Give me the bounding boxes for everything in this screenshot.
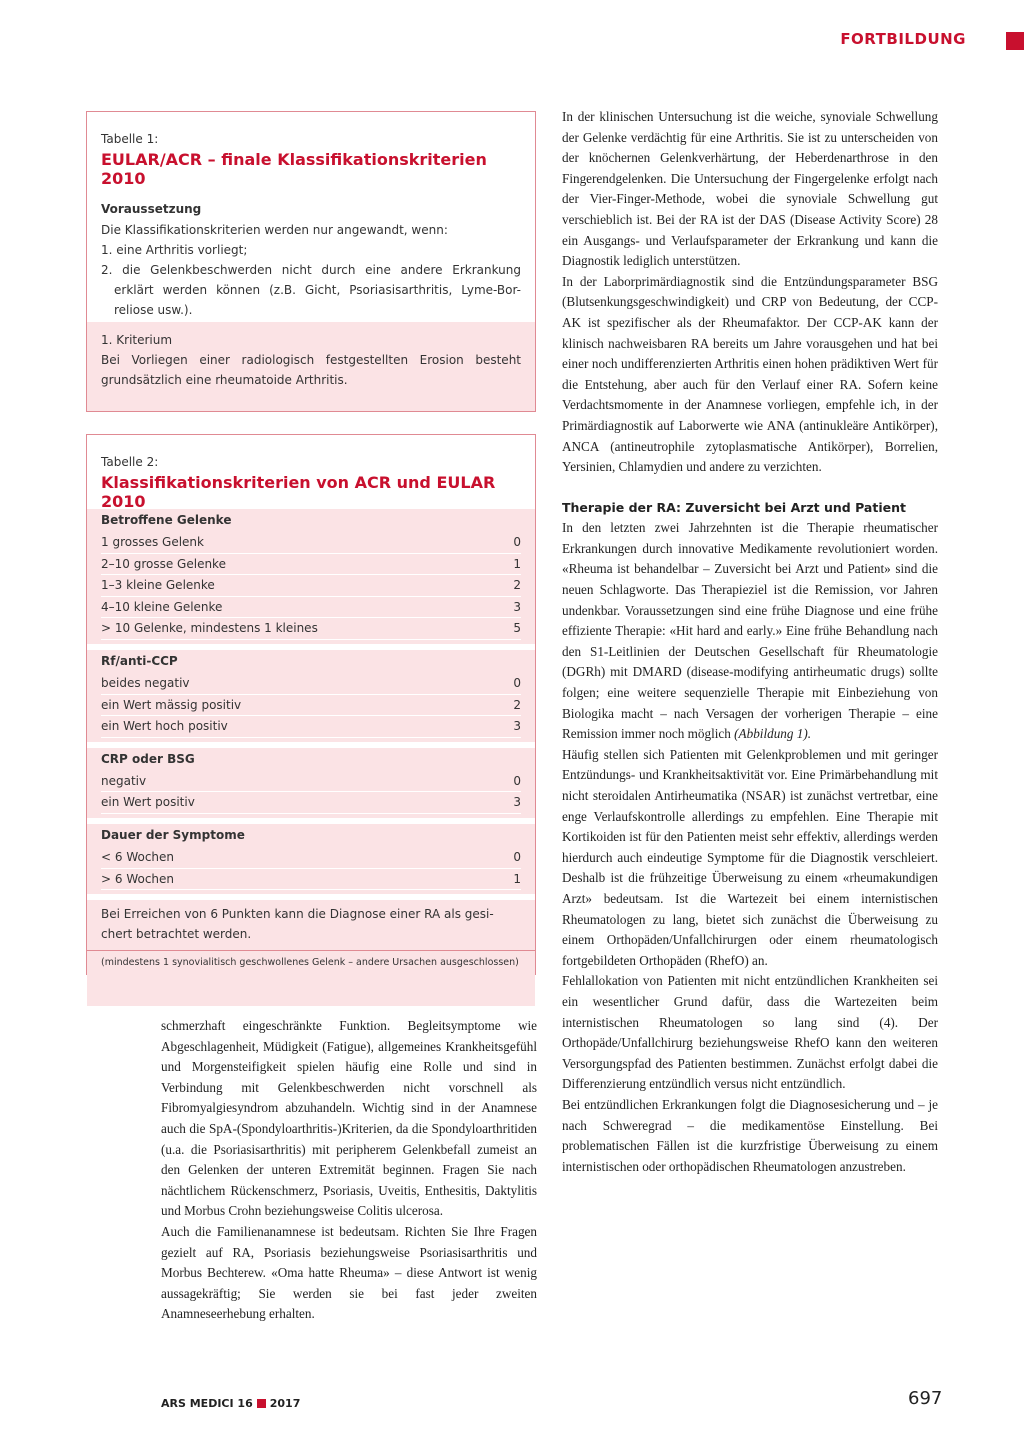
paragraph: In der klinischen Untersuchung ist die weiche, synoviale Schwellung der Gelenke verdächtig für eine Arthritis. Sie ist zu unterscheiden von der knöchernen Gelenkverhärtung, der Heberdenarthrose in den Fingerendgelenken. Die Untersuchung der Fingergelenke erfolgt nach der Vier-Finger-Methode, wobei die synoviale Schwellung gut verschieblich ist. Bei der RA ist der DAS (Disease Activity Score) 28 ein Ausgangs- und Verlaufsparameter der Erkrankung und kann die Diagnostik lediglich unterstützen. — [562, 109, 938, 269]
figure-reference: (Abbildung 1). — [734, 726, 812, 742]
paragraph-text: In den letzten zwei Jahrzehnten ist die Therapie rheumatischer Erkrankungen durch innovative Medikamente revolutioniert worden. «Rheuma ist behandelbar – Zuversicht bei Arzt und Patient» sind die neuen Schlagworte. Das Therapieziel ist die Remission, vor Jahren undenkbar. Voraussetzungen sind eine frühe Diagnose und eine frühe effiziente Therapie: «Hit hard and early.» Eine frühe Behandlung nach den S1-Leitlinien der Deutschen Gesellschaft für Rheumatologie (DGRh) mit DMARD (disease-modifying antirheumatic drugs) sollte folgen; eine weitere sequenzielle Therapie mit Einbeziehung von Biologika macht – nach Versagen der vorherigen Therapie – eine Remission immer noch möglich — [562, 520, 938, 742]
table-1-title: EULAR/ACR – finale Klassifikationskriterien 2010 — [101, 150, 487, 188]
row-label: > 6 Wochen — [101, 871, 175, 886]
row-points: 0 — [513, 773, 521, 788]
row-points: 0 — [513, 849, 521, 864]
table-1-item-2-line-3: reliose usw.). — [114, 303, 193, 317]
journal-year: 2017 — [269, 1397, 301, 1410]
table-1-item-2 — [101, 260, 521, 320]
paragraph — [562, 518, 938, 745]
paragraph: In der Laborprimärdiagnostik sind die Entzündungsparameter BSG (Blutsenkungsgeschwindigkeit) und CRP von Bedeutung, der CCP-AK ist spezifischer als der Rheumafaktor. Der CCP-AK kann der klinisch nachweisbaren RA bereits um Jahre vorausgehen und hat bei einer noch undifferenzierten Arthritis einen hohen prädiktiven Wert für die Entstehung, aber auch für den Verlauf einer RA. Sofern keine Verdachtsmomente in der Anamnese vorliegen, empfehle ich, in der Primärdiagnostik auf Laborwerte wie ANA (antinukleäre Antikörper), ANCA (antineutrophile zytoplasmatische Antikörper), Borrelien, Yersinien, Chlamydien und andere zu verzichten. — [562, 273, 938, 475]
section-heading: Betroffene Gelenke — [101, 513, 232, 527]
body-right-column — [562, 107, 938, 1177]
table-row — [101, 673, 521, 695]
table-1-criterion-line-1: Bei Vorliegen einer radiologisch festgestellten Erosion besteht — [101, 353, 521, 367]
table-1-item-2-line-2: erklärt werden können (z.B. Gicht, Psoriasisarthritis, Lyme-Bor- — [114, 283, 521, 297]
row-points: 5 — [513, 621, 521, 636]
row-label: ein Wert positiv — [101, 795, 195, 810]
section-label: FORTBILDUNG — [840, 30, 966, 48]
table-2-footnote: (mindestens 1 synovialitisch geschwollenes Gelenk – andere Ursachen ausgeschlossen) — [101, 957, 519, 969]
table-2 — [86, 434, 536, 975]
row-label: beides negativ — [101, 675, 190, 690]
paragraph: Bei entzündlichen Erkrankungen folgt die Diagnosesicherung und – je nach Schweregrad – die medikamentöse Einstellung. Bei problematischen Fällen ist die kurzfristige Überweisung zu einem internistischen oder orthopädischen Rheumatologen anzustreben. — [562, 1096, 938, 1174]
table-2-label: Tabelle 2: — [101, 455, 159, 469]
subheading: Therapie der RA: Zuversicht bei Arzt und Patient — [562, 499, 906, 515]
section-heading: CRP oder BSG — [101, 751, 195, 766]
table-row — [101, 554, 521, 576]
row-label: 4–10 kleine Gelenke — [101, 599, 223, 614]
row-points: 2 — [513, 578, 521, 593]
table-1-intro: Die Klassifikationskriterien werden nur angewandt, wenn: — [101, 223, 448, 237]
table-row — [101, 716, 521, 738]
row-points: 3 — [513, 795, 521, 810]
table-row — [101, 695, 521, 717]
table-1-item-2-line-1: 2. die Gelenkbeschwerden nicht durch eine andere Erkrankung — [101, 263, 521, 277]
row-label: ein Wert mässig positiv — [101, 697, 242, 712]
row-label: < 6 Wochen — [101, 849, 175, 864]
row-label: negativ — [101, 773, 147, 788]
table-1-label: Tabelle 1: — [101, 132, 159, 146]
row-label: 2–10 grosse Gelenke — [101, 556, 226, 571]
table-1-item-1: 1. eine Arthritis vorliegt; — [101, 243, 248, 257]
page-number: 697 — [908, 1388, 943, 1409]
table-row — [101, 532, 521, 554]
footer-journal — [161, 1397, 300, 1410]
paragraph: schmerzhaft eingeschränkte Funktion. Begleitsymptome wie Abgeschlagenheit, Müdigkeit (Fatigue), allgemeines Krankheitsgefühl und Morgensteifigkeit spielen häufig eine Rolle und sind in Verbindung mit Gelenkbeschwerden nicht vorschnell als Fibromyalgiesyndrom abzuhandeln. Wichtig sind in der Anamnese auch die SpA-(Spondyloarthritis-)Kriterien, da die Spondyloarthritiden (u.a. die Psoriasisarthritis) mit peripherem Gelenkbefall zumeist an den Gelenken der unteren Extremität beginnen. Fragen Sie nach nächtlichem Rückenschmerz, Psoriasis, Uveitis, Enthesitis, Daktylitis und Morbus Crohn beziehungsweise Colitis ulcerosa. — [161, 1018, 537, 1219]
row-points: 0 — [513, 535, 521, 549]
paragraph: Häufig stellen sich Patienten mit Gelenkproblemen und mit geringer Entzündungs- und Krankheitsaktivität vor. Eine Primärbehandlung mit nicht steroidalen Antirheumatika (NSAR) ist zunächst vertretbar, eine enge Verlaufskontrolle allerdings zu empfehlen. Eine Therapie mit Kortikoiden ist für den Patienten meist sehr effektiv, allerdings werden hierdurch auch eindeutige Symptome für die Diagnostik verschleiert. Deshalb ist die frühzeitige Überweisung zu einem «rheumakundigen Arzt» bedeutsam. Ist die Wartezeit bei einem internistischen Rheumatologen zu lang, bietet sich zunächst die Überweisung zu einem Orthopäden/Unfallchirurgen oder einem rheumatologisch fortgebildeten Orthopäden (RhefO) an. — [562, 746, 938, 968]
table-1-criterion-heading: 1. Kriterium — [101, 333, 173, 347]
row-label: > 10 Gelenke, mindestens 1 kleines — [101, 621, 318, 636]
table-2-conclusion-line-1: Bei Erreichen von 6 Punkten kann die Diagnose einer RA als gesi- — [101, 907, 494, 922]
table-row — [101, 869, 521, 891]
row-points: 3 — [513, 599, 521, 614]
table-row — [101, 597, 521, 619]
table-2-conclusion-line-2: chert betrachtet werden. — [101, 927, 252, 942]
body-left-column — [161, 1016, 537, 1325]
paragraph: Fehlallokation von Patienten mit nicht entzündlichen Krankheiten sei ein wesentlicher Grund dafür, dass die Wartezeiten beim internistischen Rheumatologen so lang sind (4). Der Orthopäde/Unfallchirurg beziehungsweise RhefO kann den weiteren Versorgungspfad des Patienten bestimmen. Zunächst erfolgt dabei die Differenzierung entzündlich versus nicht entzündlich. — [562, 973, 938, 1092]
row-points: 1 — [513, 871, 521, 886]
table-row — [101, 771, 521, 793]
table-row — [101, 847, 521, 869]
journal-name: ARS MEDICI 16 — [161, 1397, 253, 1410]
table-row — [101, 575, 521, 597]
row-points: 1 — [513, 556, 521, 571]
footer-marker — [257, 1399, 266, 1408]
row-label: 1–3 kleine Gelenke — [101, 578, 215, 593]
section-heading: Rf/anti-CCP — [101, 653, 178, 668]
row-label: ein Wert hoch positiv — [101, 719, 228, 734]
table-1 — [86, 111, 536, 412]
row-points: 2 — [513, 697, 521, 712]
section-heading: Dauer der Symptome — [101, 827, 245, 842]
table-row — [101, 618, 521, 640]
row-label: 1 grosses Gelenk — [101, 535, 204, 549]
table-1-precondition-heading: Voraussetzung — [101, 202, 202, 216]
table-row — [101, 792, 521, 814]
row-points: 3 — [513, 719, 521, 734]
paragraph: Auch die Familienanamnese ist bedeutsam. Richten Sie Ihre Fragen gezielt auf RA, Psoriasis beziehungsweise Psoriasisarthritis und Morbus Bechterew. «Oma hatte Rheuma» – diese Antwort ist wenig aussagekräftig; Sie werden sie bei fast jeder zweiten Anamneseerhebung erhalten. — [161, 1223, 537, 1322]
table-2-title: Klassifikationskriterien von ACR und EULAR 2010 — [101, 473, 496, 511]
row-points: 0 — [513, 675, 521, 690]
table-1-criterion-line-2: grundsätzlich eine rheumatoide Arthritis. — [101, 373, 348, 387]
section-marker — [1006, 32, 1024, 50]
